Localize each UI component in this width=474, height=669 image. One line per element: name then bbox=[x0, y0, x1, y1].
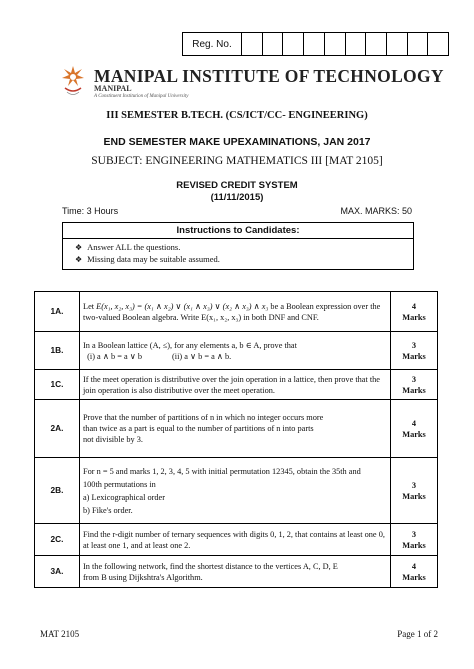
question-number: 1B. bbox=[35, 332, 80, 370]
bullet-icon: ❖ bbox=[75, 255, 83, 264]
question-marks: 4 Marks bbox=[391, 556, 438, 588]
reg-no-cell bbox=[408, 33, 429, 55]
credit-system-label: REVISED CREDIT SYSTEM bbox=[176, 180, 298, 191]
instructions-divider bbox=[63, 238, 413, 239]
instructions-box bbox=[62, 222, 414, 270]
instruction-item: ❖ Answer ALL the questions. bbox=[75, 242, 181, 252]
exam-heading: END SEMESTER MAKE UPEXAMINATIONS, JAN 2017 bbox=[103, 136, 371, 148]
question-number: 1A. bbox=[35, 292, 80, 332]
reg-no-cell bbox=[387, 33, 408, 55]
question-row bbox=[35, 400, 438, 458]
question-text: Find the r-digit number of ternary sequences with digits 0, 1, 2, that contains at least one 0, at least one 1, and at least one 2. bbox=[80, 524, 391, 556]
reg-no-label: Reg. No. bbox=[183, 33, 242, 55]
question-number: 2A. bbox=[35, 400, 80, 458]
question-marks: 3 Marks bbox=[391, 370, 438, 400]
question-row bbox=[35, 524, 438, 556]
part-i: (i) a ∧ b = a ∨ b bbox=[87, 351, 142, 361]
question-text: Prove that the number of partitions of n in which no integer occurs more than twice as a part is equal to the number of partitions of n into parts not divisible by 3. bbox=[80, 400, 391, 458]
exam-time: Time: 3 Hours bbox=[62, 206, 119, 216]
semester-heading: III SEMESTER B.TECH. (CS/ICT/CC- ENGINEERING) bbox=[106, 110, 368, 121]
question-text: If the meet operation is distributive over the join operation in a lattice, then prove that the join operation is also distributive over the meet operation. bbox=[80, 370, 391, 400]
question-text: In the following network, find the shortest distance to the vertices A, C, D, E from B using Dijkshtra's Algorithm. bbox=[80, 556, 391, 588]
reg-no-cell bbox=[263, 33, 284, 55]
instruction-item: ❖ Missing data may be suitable assumed. bbox=[75, 254, 220, 264]
reg-no-cell bbox=[304, 33, 325, 55]
institute-tagline: A Constituent Institution of Manipal University bbox=[94, 94, 189, 99]
question-number: 2C. bbox=[35, 524, 80, 556]
question-marks: 4 Marks bbox=[391, 292, 438, 332]
reg-no-cell bbox=[346, 33, 367, 55]
reg-no-cell bbox=[283, 33, 304, 55]
institute-logo-icon bbox=[60, 64, 86, 98]
question-text: Let E(x₁, x₂, x₃) = (x₁ ∧ x₂) ∨ (x₁ ∧ x₃) ∨ (x₂ ∧ x₃) ∧ x₃ be a Boolean expression over the two-valued Boolean algebra. Write E(x₁, x₂, x₃) in both DNF and CNF. bbox=[80, 292, 391, 332]
max-marks: MAX. MARKS: 50 bbox=[340, 206, 412, 216]
question-row bbox=[35, 292, 438, 332]
institute-name: MANIPAL INSTITUTE OF TECHNOLOGY bbox=[94, 66, 444, 86]
credit-system-heading bbox=[0, 180, 474, 204]
part-ii: (ii) a ∨ b = a ∧ b. bbox=[172, 351, 232, 361]
question-text: For n = 5 and marks 1, 2, 3, 4, 5 with initial permutation 12345, obtain the 35th and 100th permutations in a) Lexicographical order b) Fike's order. bbox=[80, 458, 391, 524]
reg-no-cell bbox=[366, 33, 387, 55]
question-text: In a Boolean lattice (A, ≤), for any elements a, b ∈ A, prove that (i) a ∧ b = a ∨ b (ii) a ∨ b = a ∧ b. bbox=[80, 332, 391, 370]
question-marks: 4 Marks bbox=[391, 400, 438, 458]
reg-no-cell bbox=[242, 33, 263, 55]
question-table bbox=[34, 291, 438, 588]
question-number: 3A. bbox=[35, 556, 80, 588]
question-row bbox=[35, 332, 438, 370]
bullet-icon: ❖ bbox=[75, 243, 83, 252]
footer-page-number: Page 1 of 2 bbox=[397, 629, 438, 639]
subject-heading: SUBJECT: ENGINEERING MATHEMATICS III [MAT 2105] bbox=[91, 155, 383, 167]
reg-no-cell bbox=[428, 33, 448, 55]
question-number: 2B. bbox=[35, 458, 80, 524]
footer-course-code: MAT 2105 bbox=[40, 629, 80, 639]
reg-no-cell bbox=[325, 33, 346, 55]
question-marks: 3 Marks bbox=[391, 524, 438, 556]
question-marks: 3 Marks bbox=[391, 332, 438, 370]
reg-no-box bbox=[182, 32, 449, 56]
question-marks: 3 Marks bbox=[391, 458, 438, 524]
question-number: 1C. bbox=[35, 370, 80, 400]
exam-date: (11/11/2015) bbox=[210, 192, 264, 203]
boolean-formula: E(x₁, x₂, x₃) = (x₁ ∧ x₂) ∨ (x₁ ∧ x₃) ∨ (x₂ ∧ x₃) ∧ x₃ bbox=[96, 301, 269, 311]
question-row bbox=[35, 458, 438, 524]
question-row bbox=[35, 556, 438, 588]
institute-location: MANIPAL bbox=[94, 84, 132, 93]
instructions-title: Instructions to Candidates: bbox=[176, 225, 300, 236]
question-row bbox=[35, 370, 438, 400]
